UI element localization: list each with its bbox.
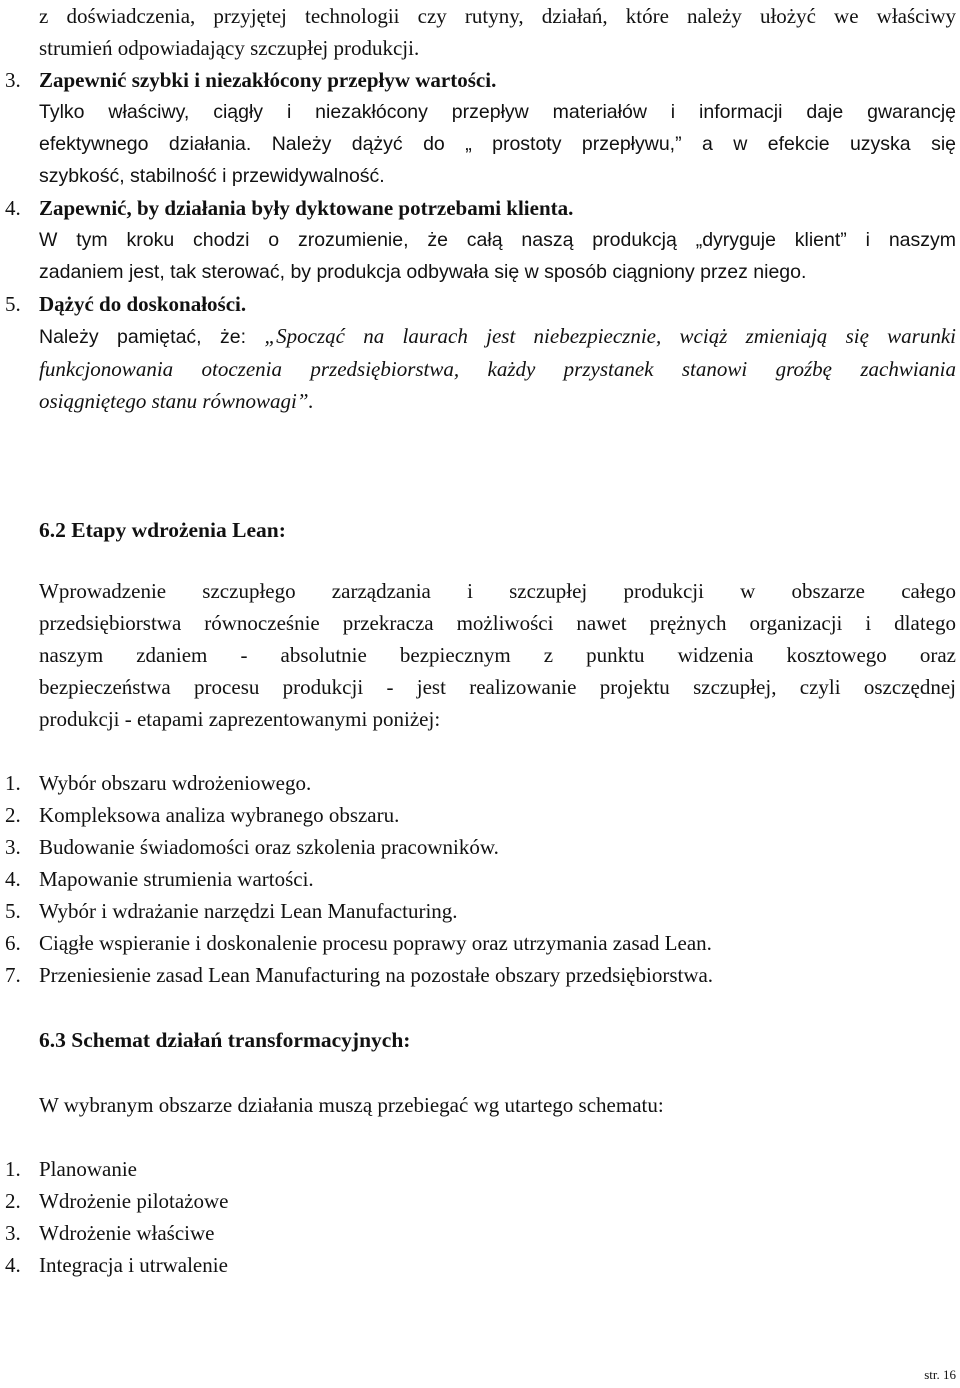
text-line: W tym kroku chodzi o zrozumienie, że całą naszą produkcją „dyryguje klient” i naszym — [39, 229, 956, 251]
principle-body — [39, 224, 956, 288]
section-heading: 6.2 Etapy wdrożenia Lean: — [39, 518, 286, 542]
quote-line: funkcjonowania otoczenia przedsiębiorstwa, każdy przystanek stanowi groźbę zachwiania — [39, 357, 956, 381]
list-item — [0, 767, 950, 799]
text-line: W wybranym obszarze działania muszą przebiegać wg utartego schematu: — [39, 1093, 664, 1117]
list-number: 1. — [5, 771, 21, 795]
text-line: szybkość, stabilność i przewidywalność. — [39, 165, 385, 187]
list-number: 4. — [5, 1253, 21, 1277]
text-line — [39, 320, 956, 353]
text-line: przedsiębiorstwa równocześnie przekracza możliwości nawet prężnych organizacji i dlatego — [39, 611, 956, 635]
list-number: 4. — [5, 196, 21, 220]
section-paragraph — [39, 575, 956, 735]
list-text: Wybór i wdrażanie narzędzi Lean Manufacturing. — [39, 899, 458, 923]
list-item — [0, 863, 950, 895]
text-line: zadaniem jest, tak sterować, by produkcja odbywała się w sposób ciągniony przez niego. — [39, 261, 807, 283]
text-line: strumień odpowiadający szczupłej produkcji. — [39, 36, 420, 60]
text-line: Tylko właściwy, ciągły i niezakłócony przepływ materiałów i informacji daje gwarancję — [39, 101, 956, 123]
principle-body — [39, 320, 956, 417]
list-item — [0, 1217, 950, 1249]
text-line: z doświadczenia, przyjętej technologii czy rutyny, działań, które należy ułożyć we właściwy — [39, 4, 956, 28]
list-item — [0, 1185, 950, 1217]
list-text: Wybór obszaru wdrożeniowego. — [39, 771, 312, 795]
continuation-paragraph — [39, 0, 956, 64]
text-line: naszym zdaniem - absolutnie bezpiecznym z punktu widzenia kosztowego oraz — [39, 643, 956, 667]
list-item — [0, 1249, 950, 1281]
list-text: Integracja i utrwalenie — [39, 1253, 228, 1277]
list-number: 7. — [5, 963, 21, 987]
principle-heading: Zapewnić, by działania były dyktowane potrzebami klienta. — [39, 196, 574, 220]
page-number: str. 16 — [924, 1367, 956, 1382]
body-prefix: Należy pamiętać, że: — [39, 326, 265, 348]
list-number: 4. — [5, 867, 21, 891]
list-item — [0, 959, 950, 991]
list-item — [0, 1153, 950, 1185]
section-intro — [39, 1089, 956, 1121]
principle-heading: Zapewnić szybki i niezakłócony przepływ wartości. — [39, 68, 497, 92]
quote-line: osiągniętego stanu równowagi”. — [39, 389, 314, 413]
list-text: Ciągłe wspieranie i doskonalenie procesu poprawy oraz utrzymania zasad Lean. — [39, 931, 712, 955]
list-text: Planowanie — [39, 1157, 137, 1181]
text-line: Wprowadzenie szczupłego zarządzania i szczupłej produkcji w obszarze całego — [39, 579, 956, 603]
section-heading: 6.3 Schemat działań transformacyjnych: — [39, 1028, 411, 1052]
list-text: Kompleksowa analiza wybranego obszaru. — [39, 803, 400, 827]
list-number: 3. — [5, 1221, 21, 1245]
list-number: 3. — [5, 68, 21, 92]
list-number: 1. — [5, 1157, 21, 1181]
principle-body — [39, 96, 956, 192]
text-line: bezpieczeństwa procesu produkcji - jest realizowanie projektu szczupłej, czyli oszczędnej — [39, 675, 956, 699]
list-number: 5. — [5, 899, 21, 923]
text-line: efektywnego działania. Należy dążyć do „ prostoty przepływu,” a w efekcie uzyska się — [39, 133, 956, 155]
quote-text: „Spocząć na laurach jest niebezpiecznie, wciąż zmieniają się warunki — [264, 324, 956, 348]
list-text: Wdrożenie właściwe — [39, 1221, 215, 1245]
principle-heading: Dążyć do doskonałości. — [39, 292, 247, 316]
list-item — [0, 927, 950, 959]
list-text: Mapowanie strumienia wartości. — [39, 867, 314, 891]
list-number: 6. — [5, 931, 21, 955]
list-item — [0, 799, 950, 831]
list-number: 3. — [5, 835, 21, 859]
list-number: 2. — [5, 1189, 21, 1213]
text-line: produkcji - etapami zaprezentowanymi poniżej: — [39, 707, 441, 731]
list-text: Wdrożenie pilotażowe — [39, 1189, 229, 1213]
list-text: Budowanie świadomości oraz szkolenia pracowników. — [39, 835, 499, 859]
list-number: 2. — [5, 803, 21, 827]
list-number: 5. — [5, 292, 21, 316]
list-text: Przeniesienie zasad Lean Manufacturing na pozostałe obszary przedsiębiorstwa. — [39, 963, 714, 987]
list-item — [0, 831, 950, 863]
list-item — [0, 895, 950, 927]
